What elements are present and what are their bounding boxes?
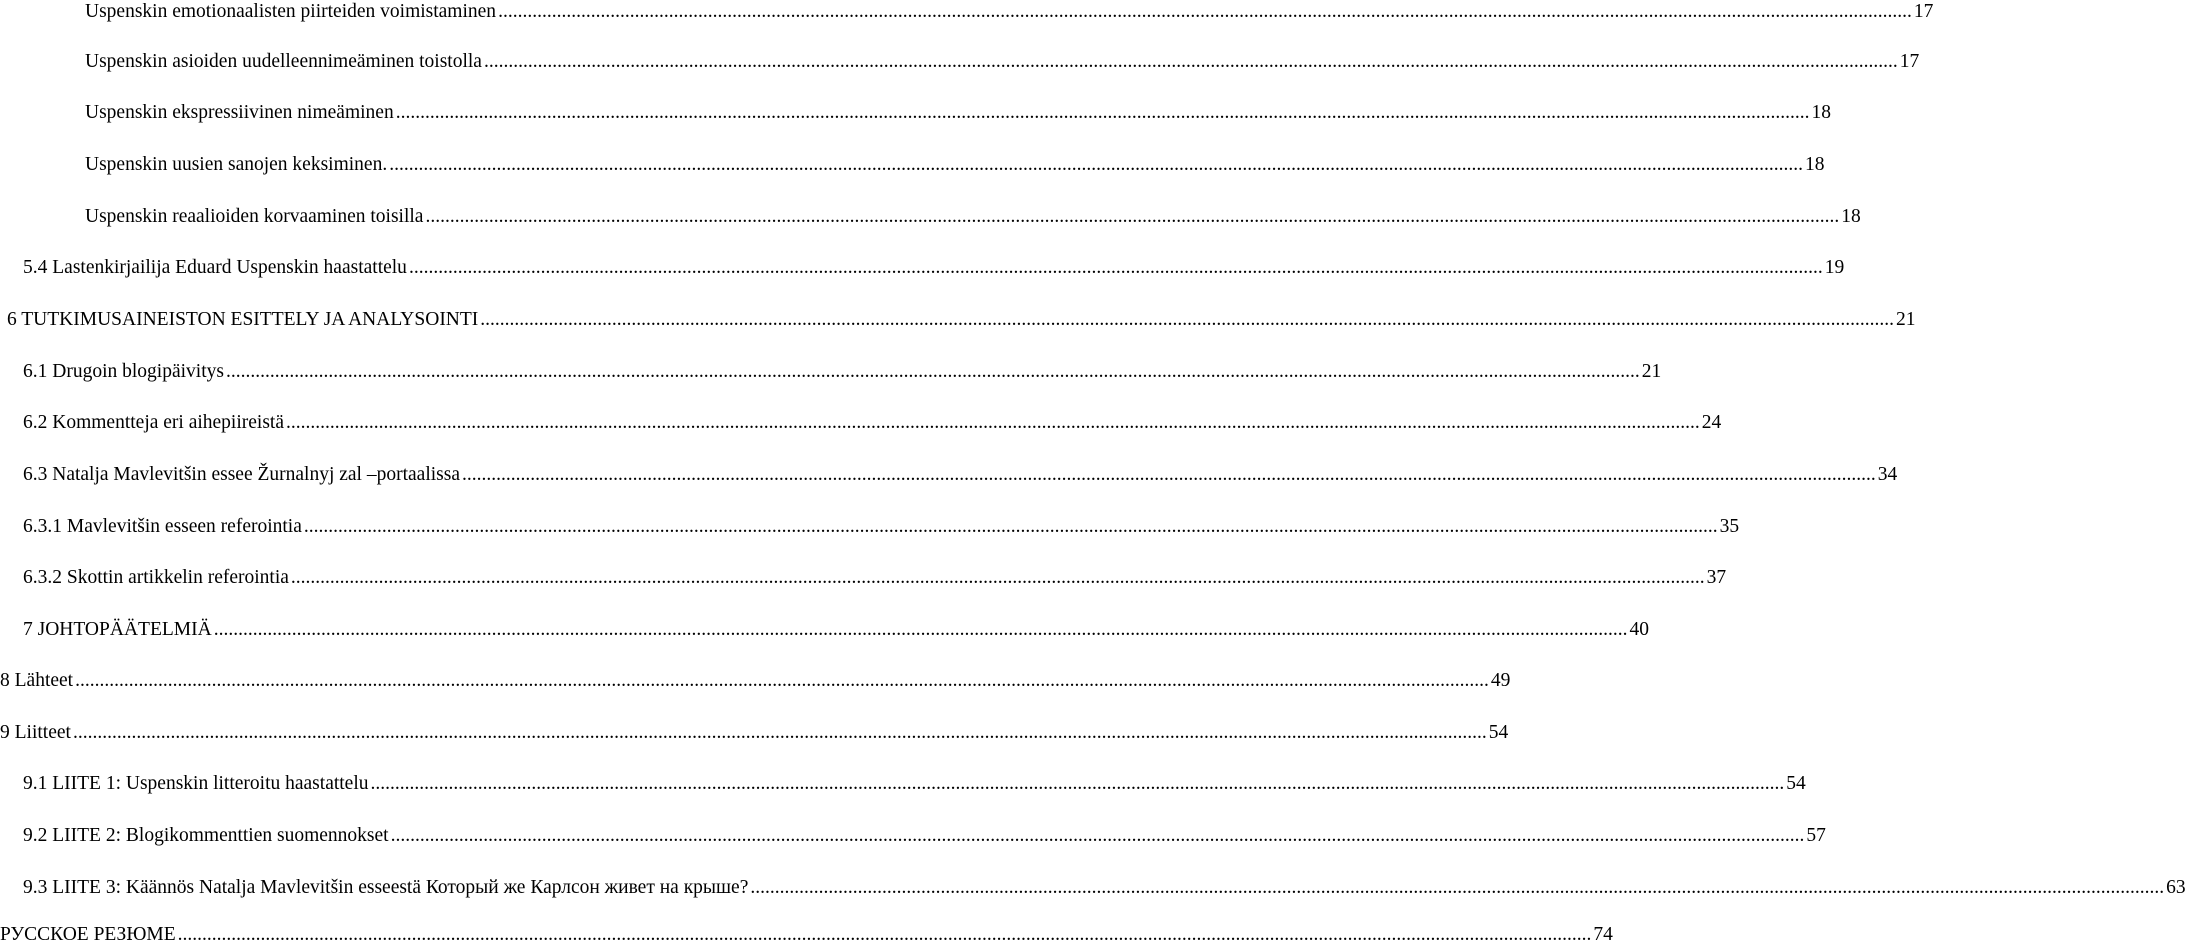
dot-leader xyxy=(391,824,1805,848)
toc-entry[interactable] xyxy=(0,923,1613,947)
toc-entry-page: 49 xyxy=(1490,670,1511,691)
toc-entry-title: 6.3.2 Skottin artikkelin referointia xyxy=(23,567,289,588)
toc-entry-title: 9.1 LIITE 1: Uspenskin litteroitu haastattelu xyxy=(23,773,369,794)
toc-entry-page: 21 xyxy=(1641,361,1662,382)
toc-entry-page: 18 xyxy=(1804,154,1825,175)
dot-leader xyxy=(462,463,1876,487)
toc-entry-title: Uspenskin ekspressiivinen nimeäminen xyxy=(85,102,394,123)
toc-entry[interactable] xyxy=(23,876,2186,900)
toc-entry[interactable] xyxy=(23,618,1649,642)
toc-entry-page: 57 xyxy=(1806,825,1826,846)
toc-entry-page: 54 xyxy=(1488,722,1509,743)
toc-entry-page: 18 xyxy=(1811,102,1831,123)
toc-entry-page: 17 xyxy=(1899,51,1920,72)
toc-entry-page: 34 xyxy=(1877,464,1898,485)
toc-entry[interactable] xyxy=(23,566,1727,590)
toc-entry-title: Uspenskin uusien sanojen keksiminen. xyxy=(85,154,388,175)
toc-entry[interactable] xyxy=(23,772,1806,796)
dot-leader xyxy=(214,618,1628,642)
toc-entry-title: 6.3 Natalja Mavlevitšin essee Žurnalnyj zal –portaalissa xyxy=(23,464,460,485)
toc-entry-title: 9.3 LIITE 3: Käännös Natalja Mavlevitšin esseestä Который же Карлсон живет на крыше? xyxy=(23,877,749,898)
toc-entry[interactable] xyxy=(23,256,1845,280)
toc-entry-page: 54 xyxy=(1786,773,1806,794)
toc-entry-title: 6.1 Drugoin blogipäivitys xyxy=(23,361,224,382)
toc-entry-page: 24 xyxy=(1701,412,1722,433)
toc-entry[interactable] xyxy=(85,153,1825,177)
toc-entry[interactable] xyxy=(7,308,1916,332)
dot-leader xyxy=(304,515,1718,539)
toc-entry-title: 9.2 LIITE 2: Blogikommenttien suomennokset xyxy=(23,825,389,846)
toc-entry-title: Uspenskin asioiden uudelleennimeäminen toistolla xyxy=(85,51,482,72)
toc-entry-page: 35 xyxy=(1719,516,1740,537)
dot-leader xyxy=(750,876,2164,900)
toc-entry-page: 74 xyxy=(1593,924,1613,945)
toc-entry-title: 6.2 Kommentteja eri aihepiireistä xyxy=(23,412,284,433)
toc-entry[interactable] xyxy=(0,669,1511,693)
dot-leader xyxy=(484,50,1898,74)
dot-leader xyxy=(371,772,1785,796)
toc-entry-title: 6 TUTKIMUSAINEISTON ESITTELY JA ANALYSOINTI xyxy=(7,309,479,330)
toc-entry[interactable] xyxy=(23,824,1826,848)
dot-leader xyxy=(286,411,1700,435)
dot-leader xyxy=(291,566,1705,590)
toc-entry-title: РУССКОЕ РЕЗЮМЕ xyxy=(0,924,176,945)
toc-entry[interactable] xyxy=(0,721,1509,745)
dot-leader xyxy=(498,0,1912,24)
toc-entry-title: Uspenskin emotionaalisten piirteiden voimistaminen xyxy=(85,1,497,22)
dot-leader xyxy=(396,101,1810,125)
toc-entry[interactable] xyxy=(85,101,1831,125)
dot-leader xyxy=(73,721,1487,745)
toc-entry-page: 63 xyxy=(2166,877,2186,898)
dot-leader xyxy=(75,669,1489,693)
toc-entry-page: 21 xyxy=(1896,309,1916,330)
toc-entry-page: 40 xyxy=(1629,619,1649,640)
toc-entry[interactable] xyxy=(23,515,1740,539)
toc-entry[interactable] xyxy=(23,411,1722,435)
toc-entry[interactable] xyxy=(23,463,1898,487)
dot-leader xyxy=(226,360,1640,384)
dot-leader xyxy=(389,153,1803,177)
toc-entry-title: 9 Liitteet xyxy=(0,722,71,743)
toc-entry[interactable] xyxy=(85,205,1861,229)
dot-leader xyxy=(425,205,1839,229)
dot-leader xyxy=(178,923,1592,947)
toc-entry-page: 19 xyxy=(1824,257,1845,278)
toc-entry-page: 37 xyxy=(1706,567,1727,588)
toc-entry-title: Uspenskin reaalioiden korvaaminen toisilla xyxy=(85,206,424,227)
toc-entry-page: 17 xyxy=(1913,1,1934,22)
toc-entry-title: 8 Lähteet xyxy=(0,670,74,691)
toc-entry-page: 18 xyxy=(1841,206,1861,227)
toc-entry[interactable] xyxy=(23,360,1662,384)
dot-leader xyxy=(480,308,1894,332)
toc-entry[interactable] xyxy=(85,50,1920,74)
toc-entry[interactable] xyxy=(85,0,1934,24)
toc-entry-title: 5.4 Lastenkirjailija Eduard Uspenskin haastattelu xyxy=(23,257,407,278)
dot-leader xyxy=(409,256,1823,280)
toc-entry-title: 6.3.1 Mavlevitšin esseen referointia xyxy=(23,516,302,537)
toc-entry-title: 7 JOHTOPÄÄTELMIÄ xyxy=(23,619,212,640)
